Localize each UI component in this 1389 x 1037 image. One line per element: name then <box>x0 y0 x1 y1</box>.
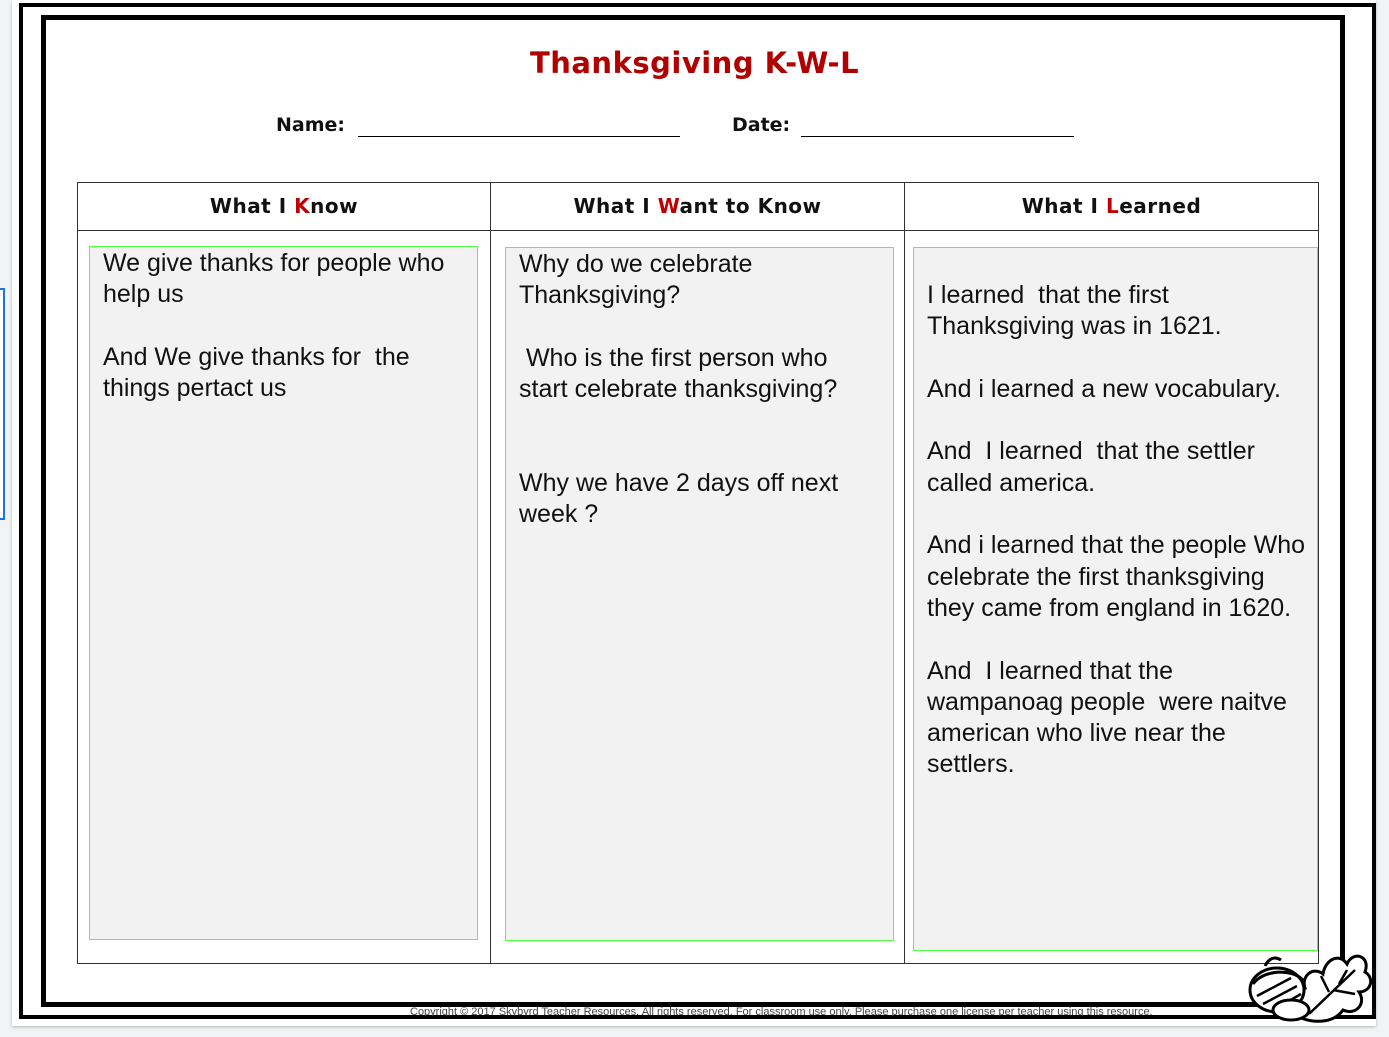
entry-text: Who is the first person who start celebrate thanksgiving? <box>519 343 838 404</box>
header-divider <box>78 230 1318 231</box>
worksheet-title: Thanksgiving K-W-L <box>529 46 860 80</box>
entry-text: And We give thanks for the things pertact us <box>103 342 417 403</box>
entry-text: And i learned that the people Who celebrate the first thanksgiving they came from england in 1620. <box>927 531 1312 622</box>
column-header-learned <box>905 183 1318 230</box>
column-divider <box>490 183 491 963</box>
column-header-know <box>78 183 490 230</box>
selection-handle[interactable] <box>0 288 5 520</box>
name-blank <box>358 136 680 137</box>
leaf-acorn-clipart <box>1243 930 1373 1025</box>
header-suffix: earned <box>1119 194 1202 218</box>
copyright-footer: Copyright © 2017 Skybyrd Teacher Resources. All rights reserved. For classroom use only. Please purchase one license per teacher using this resource. <box>410 1006 1153 1016</box>
text-box-learned[interactable] <box>913 247 1318 951</box>
entry-text: And I learned that the wampanoag people were naitve american who live near the settlers. <box>927 656 1294 779</box>
column-header-want <box>491 183 904 230</box>
header-prefix: What I <box>209 194 295 218</box>
text-box-know[interactable] <box>89 246 478 940</box>
date-blank <box>801 136 1074 137</box>
entry-text: Why do we celebrate Thanksgiving? <box>519 250 759 310</box>
name-label: Name: <box>276 114 346 136</box>
entry-text: Why we have 2 days off next week ? <box>519 469 846 529</box>
header-key-letter: W <box>657 194 680 218</box>
header-suffix: now <box>310 194 359 218</box>
entry-text: And I learned that the settler called america. <box>927 437 1262 497</box>
header-prefix: What I <box>1021 194 1106 218</box>
header-suffix: ant to Know <box>679 194 822 218</box>
date-label: Date: <box>732 114 791 136</box>
header-key-letter: K <box>294 194 311 218</box>
text-box-want[interactable] <box>505 247 894 941</box>
column-divider <box>904 183 905 963</box>
entry-text: We give thanks for people who help us <box>103 249 452 309</box>
entry-text: I learned that the first Thanksgiving was in 1621. <box>927 281 1222 341</box>
header-key-letter: L <box>1105 194 1120 218</box>
entry-text: And i learned a new vocabulary. <box>927 374 1281 403</box>
header-prefix: What I <box>573 194 658 218</box>
